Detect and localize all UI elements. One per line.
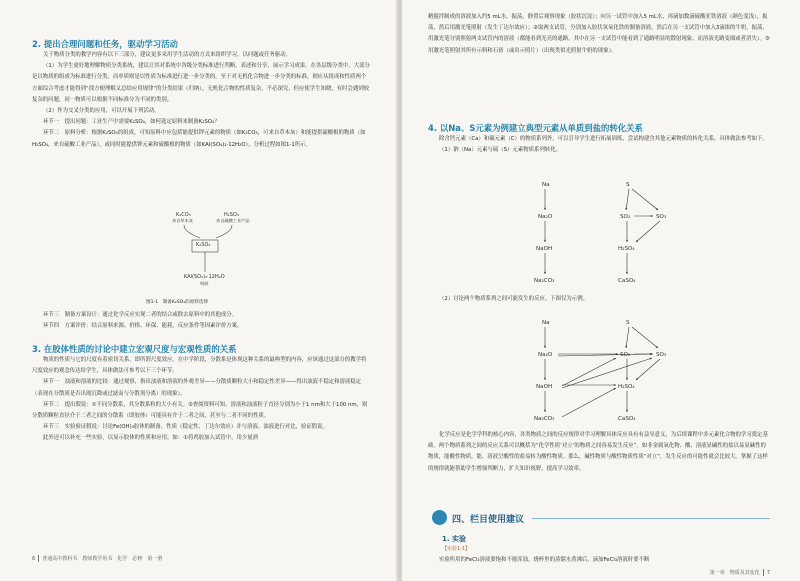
d2-cross-naoh-so2 [562,358,616,386]
d1-arrow-na-na2o-head [544,208,546,210]
conversion-diagram-1 [502,180,742,290]
d1-arrow-h2so4-caso4-head [626,272,628,274]
d2-cross-naoh-h2so4-head [614,384,616,386]
d2-arrow-na2o-naoh-head [544,378,546,380]
section-4-item-1: （1）钠（Na）元素与硫（S）元素物质系列转化。 [439,147,562,154]
experiment-1-1-para: 实验所用的FeCl₃溶液要饱和不能浑浊，烧杯里的蒸馏水煮沸后，滴加FeCl₃溶液时要不断 [439,557,650,563]
section-2-step-3: 环节三 制备方案设计：通过化学反应实现二者的结合或除去原料中的其他成分。 [43,312,238,318]
d2-cross-naoh-so3-head [650,358,652,360]
section-3-para-2: 此外还可以补充一些实验，以显示胶体的性质和应用。如：①将鸡胶加入试管中，用少量酒 [43,435,259,442]
d2-arrow-s-so3 [632,327,658,348]
d1-arrow-na2o-naoh-head [544,240,546,242]
d2-na2o: Na₂O [538,352,553,358]
diagram-2-arrows [544,327,660,417]
figure-1-1 [140,212,270,302]
d1-arrow-so2-so3-head [651,215,653,217]
section-2-para-2: （1）为学生更好地理解物质分类系统，建议让其对系统中各级分类标准进行判断，表述和分享，展示学习成果。在各层级分类中，大部分是以物质的组成为标准进行分类，而单质则是以性质为标准进行进一步分类的。至于对无机化合物进一步分类的标准，则应从组成和性质两个方面综合考虑才能得到“找方便理解又总结应用规律”的分类结果（归纳），无机化合物的性质复杂，不必深究，但应使学生知晓，有时会遇到较复杂的问题，同一物质可以根据不同标准分为不同的类别。 [32,63,370,103]
section-band-circle-icon [432,510,447,525]
fig-alum: KAl(SO₄)₂·12H₂O [184,274,225,280]
d1-arrow-so2-h2so4-head [626,240,628,242]
d1-so2: SO₂ [620,214,631,220]
section-3-para-1: 物质的性质与它的尺度有着密切关系，即所谓尺度效应。在中学阶段，分散系是体现这种关系的最典型的内容，应该通过这部分的教学将尺度效应的观念传达给学生，具体做法可参考以下三个环节。 [32,357,367,375]
section-3-heading: 3. 在胶体性质的讨论中建立宏观尺度与宏观性质的关系 [32,344,237,354]
fig-arrow-h2so4 [216,225,232,238]
left-page [0,0,398,581]
d2-arrow-h2so4-caso4-head [626,410,628,412]
d2-na2co3: Na₂CO₃ [534,416,555,422]
left-footer [32,555,162,562]
section-3-step-3: 环节三 实验验证假说：讨论Fe(OH)₃胶体的制备、性质（稳定性、丁达尔效应）并与溶液、浊液进行对比，验证假说。 [43,424,328,431]
d1-na: Na [542,182,550,188]
d1-so3: SO₃ [656,214,667,220]
section-band-title: 四、栏目使用建议 [452,515,525,525]
section-2-para-3: （2）作为交叉分类的应用，可以开展下列活动。 [43,108,160,115]
section-band-rule [532,518,770,519]
d1-arrow-s-so3 [632,189,658,210]
left-page-number: 6 [32,556,36,562]
book-title: 普通高中教科书 教师教学用书 化学 必修 第一册 [42,556,163,562]
experiment-continuation [428,12,770,57]
section-3 [32,343,370,445]
section-3-step-2: 环节二 提出假说：①不同分散系，其分散系粒的大小有关。②查阅资料可知，溶液和浊液粒子直径分别为小于1 nm和大于100 nm，则分散质颗粒直径介于二者之间的分散系（即胶体）可能具有介于二者之间、甚至与二者不同的性质。 [32,401,368,420]
d1-arrow-so3-h2so4 [636,221,660,242]
d2-arrow-s-so2 [626,327,629,348]
right-page [402,0,800,581]
d1-na2o: Na₂O [538,214,553,220]
right-footer [710,569,770,576]
d2-so2: SO₂ [620,352,631,358]
d2-na: Na [542,320,550,326]
d1-h2so4: H₂SO₄ [618,246,635,252]
section-4-item-2-wrap [428,294,770,305]
fig-arrow-k2co3 [184,225,200,238]
fig-k2co3: K₂CO₃ [176,212,191,218]
section-2-steps [32,310,370,332]
section-4-para-1: 除含钙元素（Ca）和碳元素（C）的物质系列外，可以引导学生进行拓展训练，尝试构建含其他元素物质的转化关系，具体做法参考如下。 [439,136,768,142]
d2-naoh: NaOH [536,384,553,390]
d2-s: S [626,320,630,326]
d2-h2so4: H₂SO₄ [618,384,635,390]
section-3-step-1: 环节一 浊液和溶液的比较：通过观察，指出浊液和溶液的外观差异——分散质颗粒大小和稳定性差异——得出浊液不稳定和溶液稳定（表现在分散质是否出现沉降或过滤而与分散剂分离）的现象）。 [32,379,362,397]
section-4-para-2: 化学反应是化学学科的核心内容，各类物质之间的反应规律对学习理解具体反应具有有益导意义，为后续课程中多元素化合物的学习奠定基础。两个物质系列之间的反应关系可以概括为“化学性质‘对立’的物质之间容易发生反应”。如非金属氧化物、酸、溶液显碱性的盐以易显碱性的物质，能酸性物质，能、溶液呈酸性的盐易转为酸性物质。那么，碱性物质与酸性物质性质“对立”，发生反应的可能性就会比较大。掌握了这样的规律就能帮助学生增强判断力，扩大知识视野，提高学习效率。 [428,432,768,472]
diagram-1-arrows [544,189,660,274]
fig-alum-source: 明矾 [200,281,209,286]
experiment-1-1 [428,555,770,566]
section-2-para-1: 关于物质分类的教学内容有以下三部分，建议更多采用学生活动的方式来组织学习，以问题或任务驱动。 [43,52,291,58]
d2-caso4: CaSO₄ [618,416,636,422]
figure-1-1-caption: 图1-1 制备K₂SO₄的原料选择 [146,300,209,305]
right-page-number: 7 [766,570,770,576]
experiment-1-1-tag: 【实验1-1】 [442,546,471,552]
fig-h2so4: H₂SO₄ [224,212,239,218]
section-4-summary [428,430,770,475]
d1-s: S [626,182,630,188]
d1-na2co3: Na₂CO₃ [534,278,555,284]
section-2-step-1: 环节一 提出问题：工业生产中需要K₂SO₄，如何选定原料来制备K₂SO₄？ [43,119,220,126]
d1-arrow-s-so2 [626,189,629,210]
chapter-title: 第一章 物质及其变化 [709,570,760,576]
fig-k2so4: K₂SO₄ [196,242,211,248]
fig-k2co3-source: 来自草木灰 [172,218,193,223]
section-2-heading: 2. 提出合理问题和任务，驱动学习活动 [32,39,178,49]
d1-caso4: CaSO₄ [618,278,636,284]
d2-cross-na2co3-h2so4 [562,388,616,417]
right-para-top: 精搅拌制成的溶液加入约5 mL水，振荡，静置后观察现象（胶状沉淀）；向另一试管中加入5 mL水，再滴加数滴硫酸亚铁溶液（颜色变浅），振荡，然后用激光笔照射（发生丁达尔效应）；②取两支试管，分别加入胶状氢氧化铁的制备溶液，然后在另一支试管中加入3滴浓的牛奶，振荡，用激光笔分别照射两支试管内的溶液（都能看到光亮的通路，其中在另一支试管中能看到了通路明显的散射现象，而溶液光路变细或者消失）。③用激光笔照射其所有示料和石膏（或出示照片）（出现类似光照射牛奶的现象）。 [428,14,770,54]
d2-arrow-naoh-na2co3-head [544,410,546,412]
section-4 [428,122,770,156]
section-2 [32,38,370,151]
fig-h2so4-source: 来自硫酸工业产品 [216,218,250,223]
section-band-4 [402,505,800,531]
d1-naoh: NaOH [536,246,553,252]
subsection-experiment: 1. 实验 [442,535,466,543]
d2-so3: SO₃ [656,352,667,358]
d2-arrow-so2-h2so4-head [626,378,628,380]
section-2-step-4: 环节四 方案评价：结合原料来源、价格、环保、能耗、反应条件等因素评价方案。 [43,323,243,330]
conversion-diagram-2 [502,318,742,428]
section-4-heading: 4. 以Na、S元素为例建立典型元素从单质到盐的转化关系 [428,123,643,133]
section-4-item-2: （2）讨论两个物质系列之间可能发生的反应。下图仅为示例。 [439,296,588,302]
d2-arrow-na-na2o-head [544,346,546,348]
section-2-step-2: 环节二 原料分析：根据K₂SO₄的组成，可知原料中应包括能提供钾元素的物质（如K₂CO₃，可来自草木灰）和能提供硫酸根的物质（如H₂SO₄，来自硫酸工业产品），或同时能提供钾元素和硫酸根的物质（如KAl(SO₄)₂·12H₂O），分析过程如图1-1所示。 [32,130,366,148]
d1-arrow-naoh-na2co3-head [544,272,546,274]
fig-connectors [140,212,270,302]
